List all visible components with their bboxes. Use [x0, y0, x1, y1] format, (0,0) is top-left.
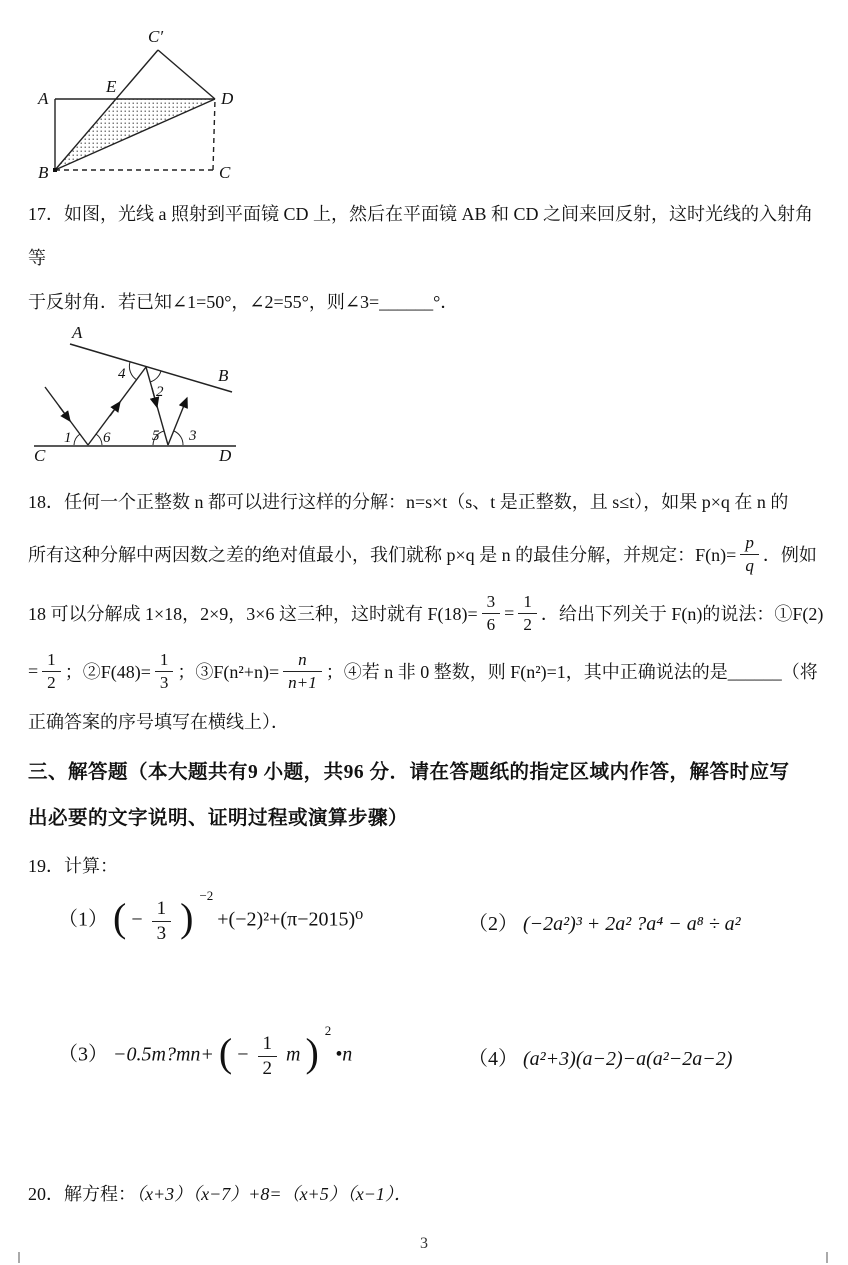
fraction-denominator: 2: [518, 613, 537, 634]
fig1-label-d: D: [221, 89, 234, 108]
crop-mark-bottom-right: [826, 1252, 828, 1263]
q19-item-2-expression: (−2a²)³ + 2a² ?a⁴ − a⁸ ÷ a²: [523, 912, 741, 935]
fraction-denominator: q: [740, 554, 759, 575]
fig2-angle-arcs: [74, 362, 183, 445]
fraction-1-2: [518, 592, 537, 633]
q17-line-1: 17．如图，光线 a 照射到平面镜 CD 上，然后在平面镜 AB 和 CD 之间来回反射，这时光线的入射角等: [28, 204, 814, 268]
q19-item-4-expression: (a²+3)(a−2)−a(a²−2a−2): [523, 1047, 733, 1070]
q19-item-3-exponent: 2: [324, 1022, 332, 1038]
q18-line-2: [28, 524, 826, 584]
q18-line-3-tail: ．给出下列关于 F(n)的说法：①F(2): [540, 604, 824, 624]
fraction-numerator: n: [298, 650, 307, 670]
fig2-label-c: C: [34, 446, 46, 464]
q18-line-2-tail: ．例如: [762, 545, 817, 565]
figure-fold-rectangle: [20, 22, 255, 180]
q18-equals: =: [504, 602, 515, 623]
q19-item-1-rest: +(−2)²+(π−2015)⁰: [217, 908, 364, 931]
crop-mark-bottom-left: [18, 1252, 20, 1263]
fig1-label-c-prime: C′: [148, 27, 164, 46]
fraction-1-3: [155, 650, 174, 691]
q20-line: [28, 1172, 826, 1216]
q17-line-2: 于反射角．若已知∠1=50°，∠2=55°，则∠3=______°．: [28, 292, 459, 312]
answer-space-2: [0, 1086, 848, 1172]
fig2-angle-6: 6: [103, 430, 111, 446]
fraction-1-3: [152, 898, 172, 944]
page-number: 3: [420, 1235, 428, 1252]
big-paren-open: (: [218, 1030, 233, 1075]
q19-item-3: [28, 1022, 468, 1079]
figure-light-reflection: [14, 324, 254, 464]
q19-item-1-number: （1）: [58, 908, 108, 931]
fraction-p-q: [740, 533, 759, 574]
q19-item-3-number: （3）: [58, 1043, 108, 1066]
fraction-denominator: 2: [258, 1056, 278, 1079]
fraction-denominator: 2: [42, 671, 61, 692]
q18-line-4-mid2: ；③F(n²+n)=: [177, 662, 280, 682]
fig2-angle-1: 1: [64, 430, 72, 446]
fig1-label-b: B: [38, 163, 49, 180]
fraction-numerator: 1: [159, 650, 169, 670]
fig1-label-c: C: [219, 163, 231, 180]
q18-line-1: 18．任何一个正整数 n 都可以进行这样的分解：n=s×t（s、t 是正整数，且 s≤t），如果 p×q 在 n 的: [28, 492, 789, 512]
q18-line-4: [28, 642, 826, 700]
fraction-denominator: n+1: [283, 671, 322, 692]
fraction-numerator: p: [745, 533, 754, 553]
q19-item-2: [468, 907, 741, 936]
q19-item-4: [468, 1042, 732, 1071]
fig2-angle-4: 4: [118, 366, 126, 382]
q19-label: 19．计算：: [28, 856, 118, 876]
q18-line-2-text: 所有这种分解中两因数之差的绝对值最小，我们就称 p×q 是 n 的最佳分解，并规定：F(n)=: [28, 545, 737, 565]
q19-item-1-minus: −: [131, 908, 143, 931]
q19-item-2-number: （2）: [468, 912, 518, 935]
section-3-header-line-2: 出必要的文字说明、证明过程或演算步骤）: [28, 808, 409, 829]
fig2-angle-3: 3: [189, 428, 197, 444]
fraction-numerator: 1: [47, 650, 56, 670]
q20-label: 20．解方程：: [28, 1184, 136, 1204]
big-paren-close: ): [180, 895, 194, 940]
fraction-numerator: 1: [156, 898, 167, 920]
fraction-1-2: [258, 1033, 278, 1079]
fig2-angle-numbers: [64, 366, 197, 446]
answer-space-1: [0, 954, 848, 1026]
q18-line-3-text: 18 可以分解成 1×18，2×9，3×6 这三种，这时就有 F(18)=: [28, 604, 478, 624]
fraction-denominator: 3: [152, 921, 172, 944]
fraction-3-6: [482, 592, 501, 633]
fraction-denominator: 3: [155, 671, 174, 692]
fig2-label-b: B: [218, 366, 229, 385]
q19-item-3-var: m: [286, 1043, 301, 1066]
q19-item-4-number: （4）: [468, 1047, 518, 1070]
q20-equation: （x+3）（x−7）+8=（x+5）（x−1）．: [136, 1184, 412, 1204]
q19-item-3-pre: −0.5m?mn+: [113, 1043, 214, 1066]
fig2-label-d: D: [219, 446, 232, 464]
q19-item-3-minus: −: [237, 1043, 249, 1066]
fig1-label-a: A: [38, 89, 49, 108]
q19-row-2: [28, 1022, 826, 1086]
fraction-n-n1: [283, 650, 322, 691]
fig1-vertex-b-mark: [53, 168, 57, 172]
section-3-header-line-1: 三、解答题（本大题共有9 小题，共96 分．请在答题纸的指定区域内作答，解答时应写: [28, 762, 790, 783]
fig2-angle-5: 5: [152, 428, 160, 444]
q19-item-1-exponent: −2: [199, 887, 214, 903]
fraction-numerator: 1: [262, 1033, 272, 1055]
fraction-1-2b: [42, 650, 61, 691]
q18-line-4-tail: ；④若 n 非 0 整数，则 F(n²)=1，其中正确说法的是______（将: [325, 662, 818, 682]
q18-block: [0, 480, 848, 744]
q19-item-1: [28, 887, 468, 944]
fraction-denominator: 6: [482, 613, 501, 634]
big-paren-close: ): [305, 1030, 319, 1075]
q18-line-5: 正确答案的序号填写在横线上）．: [28, 712, 289, 732]
q18-line-4-eq: =: [28, 660, 39, 681]
fraction-numerator: 1: [523, 592, 532, 612]
q19-row-1: [28, 888, 826, 954]
q18-line-3: [28, 584, 826, 642]
fig1-label-e: E: [106, 77, 117, 96]
fig2-label-a: A: [72, 324, 83, 342]
q18-line-4-mid1: ；②F(48)=: [64, 662, 151, 682]
fig2-angle-2: 2: [156, 384, 164, 400]
big-paren-open: (: [113, 895, 127, 940]
q19-item-3-rest: •n: [335, 1043, 353, 1066]
fraction-numerator: 3: [486, 592, 496, 612]
